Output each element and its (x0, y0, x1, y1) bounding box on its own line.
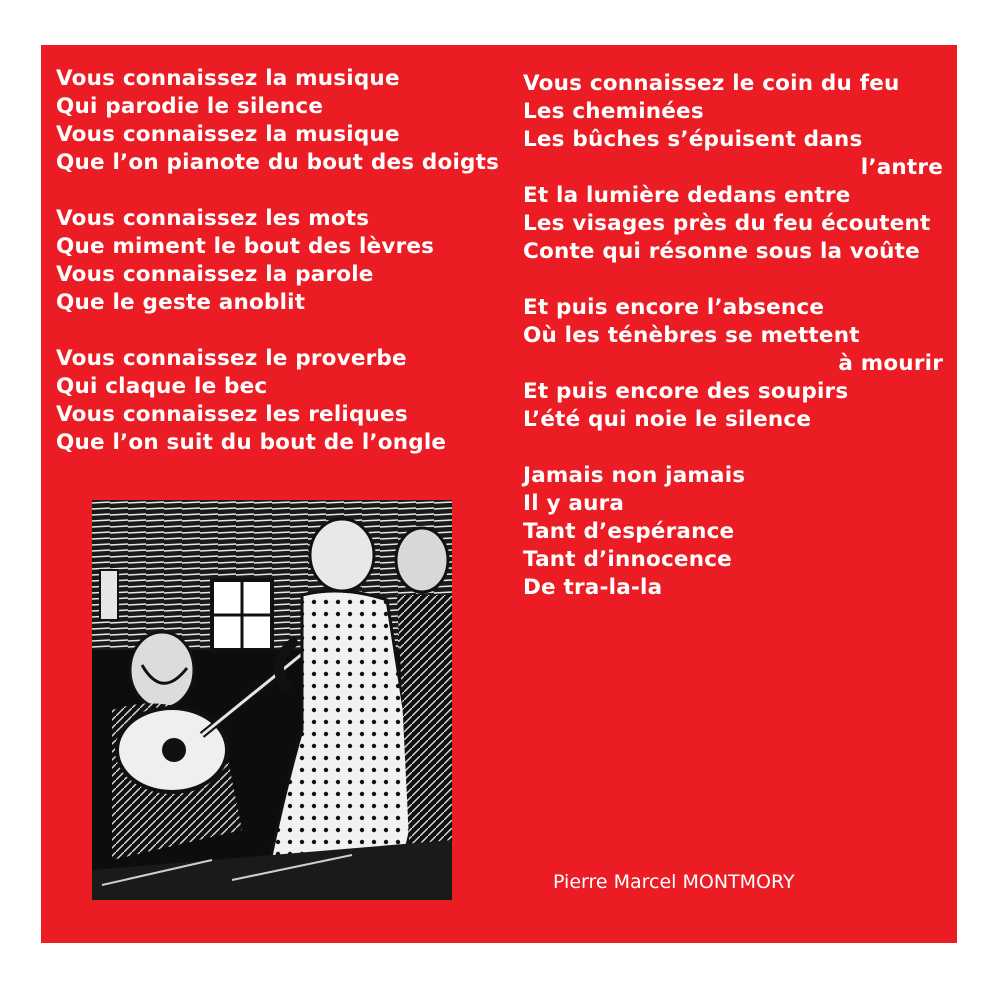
poem-line: Jamais non jamais (523, 463, 746, 488)
stanza (56, 205, 499, 317)
poem-line: Vous connaissez le proverbe (56, 346, 407, 371)
poem-line: Les visages près du feu écoutent (523, 211, 931, 236)
poem-line: Qui claque le bec (56, 374, 268, 399)
poem-line: Il y aura (523, 491, 625, 516)
poem-line: Que l’on pianote du bout des doigts (56, 150, 500, 175)
poem-line: Vous connaissez les mots (56, 206, 370, 231)
poem-line: Où les ténèbres se mettent (523, 323, 860, 348)
poem-line: Vous connaissez les reliques (56, 402, 408, 427)
poem-line: Vous connaissez la parole (56, 262, 374, 287)
woodcut-musicians-image (92, 500, 452, 900)
stanza (523, 70, 943, 266)
author-name: Pierre Marcel MONTMORY (553, 871, 795, 893)
poem-left-column (56, 65, 499, 485)
poem-line: Que le geste anoblit (56, 290, 306, 315)
poem-line: Et la lumière dedans entre (523, 183, 851, 208)
woodcut-illustration (92, 500, 452, 900)
poem-line: Les bûches s’épuisent dans (523, 127, 863, 152)
poem-line: Conte qui résonne sous la voûte (523, 239, 920, 264)
stanza (56, 65, 499, 177)
poem-line: Tant d’innocence (523, 547, 732, 572)
poem-line: l’antre (860, 155, 943, 180)
poem-line: Tant d’espérance (523, 519, 735, 544)
poem-line: L’été qui noie le silence (523, 407, 812, 432)
poem-line: De tra-la-la (523, 575, 663, 600)
poem-line: Qui parodie le silence (56, 94, 324, 119)
poem-line: Et puis encore l’absence (523, 295, 825, 320)
poem-line: Que l’on suit du bout de l’ongle (56, 430, 447, 455)
stanza (523, 294, 943, 434)
poem-line: à mourir (838, 351, 943, 376)
stanza (56, 345, 499, 457)
poem-right-column (523, 70, 943, 630)
poem-panel (41, 45, 957, 943)
poem-line: Que miment le bout des lèvres (56, 234, 435, 259)
poem-line: Vous connaissez la musique (56, 66, 400, 91)
poem-line: Et puis encore des soupirs (523, 379, 849, 404)
poem-line: Vous connaissez la musique (56, 122, 400, 147)
stanza (523, 462, 943, 602)
poem-line: Les cheminées (523, 99, 704, 124)
poem-line: Vous connaissez le coin du feu (523, 71, 900, 96)
